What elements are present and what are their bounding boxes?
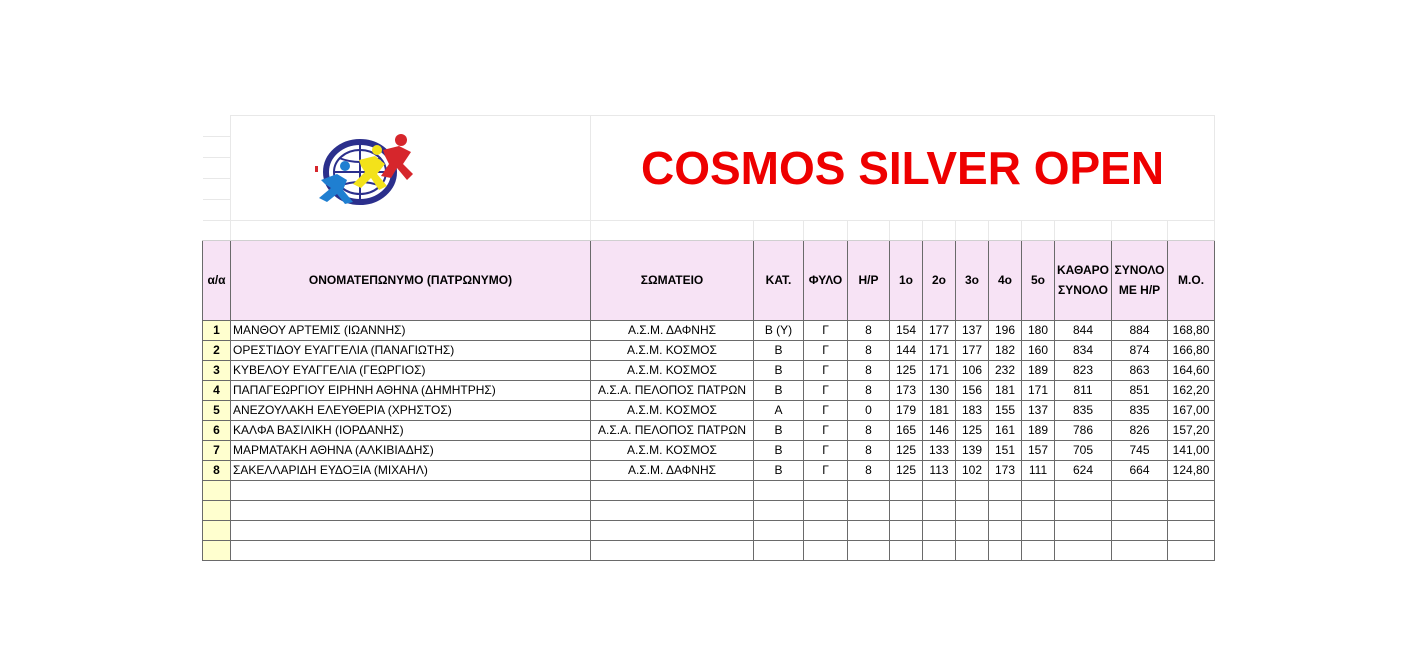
table-row <box>203 440 1215 460</box>
row-name[interactable]: ΟΡΕΣΤΙΔΟΥ ΕΥΑΓΓΕΛΙΑ (ΠΑΝΑΓΙΩΤΗΣ) <box>231 340 591 360</box>
sheet-cell[interactable] <box>956 540 989 560</box>
row-net-total[interactable]: 823 <box>1055 360 1112 380</box>
sheet-cell[interactable] <box>848 540 890 560</box>
sheet-cell[interactable] <box>1022 520 1055 540</box>
row-name[interactable]: ΠΑΠΑΓΕΩΡΓΙΟΥ ΕΙΡΗΝΗ ΑΘΗΝΑ (ΔΗΜΗΤΡΗΣ) <box>231 380 591 400</box>
column-header-club[interactable]: ΣΩΜΑΤΕΙΟ <box>591 240 754 320</box>
empty-row <box>203 520 1215 540</box>
sheet-cell[interactable] <box>804 220 848 240</box>
row-average[interactable]: 141,00 <box>1168 440 1215 460</box>
row-sex[interactable]: Γ <box>804 340 848 360</box>
sheet-cell[interactable] <box>203 480 231 500</box>
row-number[interactable]: 6 <box>203 420 231 440</box>
sheet-cell[interactable] <box>754 480 804 500</box>
sheet-cell[interactable] <box>1055 220 1112 240</box>
row-game-5[interactable]: 189 <box>1022 360 1055 380</box>
row-club[interactable]: Α.Σ.Μ. ΚΟΣΜΟΣ <box>591 400 754 420</box>
sheet-cell[interactable] <box>1022 220 1055 240</box>
empty-row <box>203 480 1215 500</box>
row-number[interactable]: 7 <box>203 440 231 460</box>
row-category[interactable]: Β <box>754 340 804 360</box>
sheet-cell[interactable] <box>989 220 1022 240</box>
sheet-cell[interactable] <box>754 520 804 540</box>
row-club[interactable]: Α.Σ.Μ. ΚΟΣΜΟΣ <box>591 440 754 460</box>
row-game-1[interactable]: 165 <box>890 420 923 440</box>
row-game-5[interactable]: 111 <box>1022 460 1055 480</box>
row-game-2[interactable]: 130 <box>923 380 956 400</box>
row-game-2[interactable]: 133 <box>923 440 956 460</box>
row-handicap[interactable]: 8 <box>848 420 890 440</box>
row-sex[interactable]: Γ <box>804 420 848 440</box>
sheet-cell[interactable] <box>203 220 231 240</box>
sheet-cell[interactable] <box>1168 500 1215 520</box>
row-game-3[interactable]: 139 <box>956 440 989 460</box>
row-game-3[interactable]: 125 <box>956 420 989 440</box>
row-game-4[interactable]: 232 <box>989 360 1022 380</box>
row-total-with-handicap[interactable]: 874 <box>1112 340 1168 360</box>
sheet-cell[interactable] <box>1022 500 1055 520</box>
logo-cell <box>231 116 591 221</box>
sheet-cell[interactable] <box>1112 480 1168 500</box>
column-header-name[interactable]: ΟΝΟΜΑΤΕΠΩΝΥΜΟ (ΠΑΤΡΩΝΥΜΟ) <box>231 240 591 320</box>
sheet-cell[interactable] <box>203 178 231 199</box>
sheet-cell[interactable] <box>591 520 754 540</box>
sheet-cell[interactable] <box>203 157 231 178</box>
row-handicap[interactable]: 8 <box>848 380 890 400</box>
row-average[interactable]: 157,20 <box>1168 420 1215 440</box>
sheet-cell[interactable] <box>804 480 848 500</box>
row-net-total[interactable]: 624 <box>1055 460 1112 480</box>
column-header-game-3[interactable]: 3ο <box>956 240 989 320</box>
row-net-total[interactable]: 705 <box>1055 440 1112 460</box>
row-number[interactable]: 1 <box>203 320 231 340</box>
row-game-1[interactable]: 144 <box>890 340 923 360</box>
row-game-2[interactable]: 177 <box>923 320 956 340</box>
sheet-cell[interactable] <box>989 540 1022 560</box>
row-game-5[interactable]: 137 <box>1022 400 1055 420</box>
empty-row <box>203 540 1215 560</box>
row-category[interactable]: Β <box>754 360 804 380</box>
row-game-4[interactable]: 155 <box>989 400 1022 420</box>
empty-row <box>203 500 1215 520</box>
row-game-1[interactable]: 125 <box>890 460 923 480</box>
column-header-category[interactable]: ΚΑΤ. <box>754 240 804 320</box>
table-row <box>203 460 1215 480</box>
row-sex[interactable]: Γ <box>804 320 848 340</box>
row-handicap[interactable]: 8 <box>848 440 890 460</box>
sheet-cell[interactable] <box>923 500 956 520</box>
sheet-cell[interactable] <box>890 500 923 520</box>
column-header-game-2[interactable]: 2ο <box>923 240 956 320</box>
row-handicap[interactable]: 8 <box>848 340 890 360</box>
row-sex[interactable]: Γ <box>804 440 848 460</box>
sheet-cell[interactable] <box>203 520 231 540</box>
row-game-3[interactable]: 156 <box>956 380 989 400</box>
row-sex[interactable]: Γ <box>804 460 848 480</box>
row-average[interactable]: 124,80 <box>1168 460 1215 480</box>
row-club[interactable]: Α.Σ.Α. ΠΕΛΟΠΟΣ ΠΑΤΡΩΝ <box>591 420 754 440</box>
row-game-2[interactable]: 181 <box>923 400 956 420</box>
row-total-with-handicap[interactable]: 664 <box>1112 460 1168 480</box>
row-game-3[interactable]: 106 <box>956 360 989 380</box>
sheet-cell[interactable] <box>754 540 804 560</box>
row-category[interactable]: Β <box>754 380 804 400</box>
row-club[interactable]: Α.Σ.Μ. ΔΑΦΝΗΣ <box>591 320 754 340</box>
sheet-cell[interactable] <box>1168 220 1215 240</box>
column-header-game-4[interactable]: 4ο <box>989 240 1022 320</box>
sheet-cell[interactable] <box>956 500 989 520</box>
table-row <box>203 360 1215 380</box>
sheet-cell[interactable] <box>231 540 591 560</box>
row-game-2[interactable]: 146 <box>923 420 956 440</box>
column-header-row <box>203 240 1215 320</box>
table-row <box>203 420 1215 440</box>
row-handicap[interactable]: 0 <box>848 400 890 420</box>
row-club[interactable]: Α.Σ.Μ. ΔΑΦΝΗΣ <box>591 460 754 480</box>
sheet-cell[interactable] <box>989 480 1022 500</box>
sheet-cell[interactable] <box>956 480 989 500</box>
sheet-cell[interactable] <box>203 500 231 520</box>
sheet-cell[interactable] <box>890 540 923 560</box>
row-number[interactable]: 4 <box>203 380 231 400</box>
sheet-cell[interactable] <box>923 520 956 540</box>
sheet-cell[interactable] <box>591 220 754 240</box>
row-number[interactable]: 8 <box>203 460 231 480</box>
row-category[interactable]: Β <box>754 420 804 440</box>
sheet-cell[interactable] <box>231 520 591 540</box>
sheet-cell[interactable] <box>231 220 591 240</box>
row-game-3[interactable]: 177 <box>956 340 989 360</box>
column-header-game-1[interactable]: 1ο <box>890 240 923 320</box>
row-category[interactable]: Β <box>754 440 804 460</box>
row-game-4[interactable]: 181 <box>989 380 1022 400</box>
sheet-cell[interactable] <box>848 520 890 540</box>
sheet-cell[interactable] <box>231 480 591 500</box>
table-row <box>203 320 1215 340</box>
row-number[interactable]: 3 <box>203 360 231 380</box>
sheet-cell[interactable] <box>923 480 956 500</box>
row-game-4[interactable]: 196 <box>989 320 1022 340</box>
sheet-cell[interactable] <box>848 500 890 520</box>
row-sex[interactable]: Γ <box>804 400 848 420</box>
row-handicap[interactable]: 8 <box>848 320 890 340</box>
sheet-cell[interactable] <box>1022 540 1055 560</box>
sheet-cell[interactable] <box>203 116 231 137</box>
sheet-cell[interactable] <box>1022 480 1055 500</box>
row-game-3[interactable]: 183 <box>956 400 989 420</box>
sheet-cell[interactable] <box>956 520 989 540</box>
results-table <box>202 115 1215 561</box>
row-category[interactable]: Α <box>754 400 804 420</box>
row-game-1[interactable]: 125 <box>890 360 923 380</box>
column-header-net-total[interactable]: ΚΑΘΑΡΟ ΣΥΝΟΛΟ <box>1055 240 1112 320</box>
row-handicap[interactable]: 8 <box>848 460 890 480</box>
sheet-cell[interactable] <box>203 136 231 157</box>
row-name[interactable]: ΣΑΚΕΛΛΑΡΙΔΗ ΕΥΔΟΞΙΑ (ΜΙΧΑΗΛ) <box>231 460 591 480</box>
sheet-cell[interactable] <box>989 500 1022 520</box>
sheet-cell[interactable] <box>890 220 923 240</box>
row-game-1[interactable]: 125 <box>890 440 923 460</box>
sheet-cell[interactable] <box>591 500 754 520</box>
row-category[interactable]: Β (Υ) <box>754 320 804 340</box>
row-net-total[interactable]: 786 <box>1055 420 1112 440</box>
sheet-cell[interactable] <box>591 480 754 500</box>
sheet-cell[interactable] <box>203 199 231 220</box>
row-sex[interactable]: Γ <box>804 380 848 400</box>
table-row <box>203 400 1215 420</box>
sheet-cell[interactable] <box>804 540 848 560</box>
row-game-5[interactable]: 157 <box>1022 440 1055 460</box>
sheet-cell[interactable] <box>231 500 591 520</box>
row-game-5[interactable]: 180 <box>1022 320 1055 340</box>
row-game-5[interactable]: 189 <box>1022 420 1055 440</box>
row-game-4[interactable]: 151 <box>989 440 1022 460</box>
row-name[interactable]: ΚΥΒΕΛΟΥ ΕΥΑΓΓΕΛΙΑ (ΓΕΩΡΓΙΟΣ) <box>231 360 591 380</box>
sheet-cell[interactable] <box>1112 520 1168 540</box>
sheet-cell[interactable] <box>923 540 956 560</box>
sheet-cell[interactable] <box>848 480 890 500</box>
column-header-aa[interactable]: α/α <box>203 240 231 320</box>
sheet-cell[interactable] <box>754 220 804 240</box>
row-game-3[interactable]: 137 <box>956 320 989 340</box>
sheet-cell[interactable] <box>1055 520 1112 540</box>
sheet-cell[interactable] <box>848 220 890 240</box>
row-total-with-handicap[interactable]: 745 <box>1112 440 1168 460</box>
row-game-2[interactable]: 171 <box>923 360 956 380</box>
row-name[interactable]: ΜΑΡΜΑΤΑΚΗ ΑΘΗΝΑ (ΑΛΚΙΒΙΑΔΗΣ) <box>231 440 591 460</box>
row-total-with-handicap[interactable]: 884 <box>1112 320 1168 340</box>
row-total-with-handicap[interactable]: 851 <box>1112 380 1168 400</box>
row-average[interactable]: 167,00 <box>1168 400 1215 420</box>
row-game-2[interactable]: 113 <box>923 460 956 480</box>
sheet-cell[interactable] <box>1112 540 1168 560</box>
row-number[interactable]: 5 <box>203 400 231 420</box>
table-row <box>203 380 1215 400</box>
row-category[interactable]: Β <box>754 460 804 480</box>
sheet-cell[interactable] <box>890 520 923 540</box>
sheet-cell[interactable] <box>890 480 923 500</box>
sheet-cell[interactable] <box>956 220 989 240</box>
sheet-cell[interactable] <box>1168 520 1215 540</box>
column-header-game-5[interactable]: 5ο <box>1022 240 1055 320</box>
row-net-total[interactable]: 844 <box>1055 320 1112 340</box>
row-game-1[interactable]: 173 <box>890 380 923 400</box>
row-game-2[interactable]: 171 <box>923 340 956 360</box>
sheet-cell[interactable] <box>1168 540 1215 560</box>
cosmos-logo-icon <box>315 130 419 214</box>
results-sheet <box>202 115 1214 561</box>
row-name[interactable]: ΜΑΝΘΟΥ ΑΡΤΕΜΙΣ (ΙΩΑΝΝΗΣ) <box>231 320 591 340</box>
sheet-cell[interactable] <box>1055 500 1112 520</box>
row-net-total[interactable]: 834 <box>1055 340 1112 360</box>
row-number[interactable]: 2 <box>203 340 231 360</box>
sheet-cell[interactable] <box>754 500 804 520</box>
sheet-cell[interactable] <box>1112 220 1168 240</box>
row-total-with-handicap[interactable]: 863 <box>1112 360 1168 380</box>
column-header-total-with-handicap[interactable]: ΣΥΝΟΛΟ ΜΕ Η/Ρ <box>1112 240 1168 320</box>
row-club[interactable]: Α.Σ.Μ. ΚΟΣΜΟΣ <box>591 340 754 360</box>
sheet-cell[interactable] <box>203 540 231 560</box>
sheet-cell[interactable] <box>1055 540 1112 560</box>
sheet-cell[interactable] <box>1168 480 1215 500</box>
row-net-total[interactable]: 835 <box>1055 400 1112 420</box>
row-average[interactable]: 166,80 <box>1168 340 1215 360</box>
row-average[interactable]: 164,60 <box>1168 360 1215 380</box>
sheet-cell[interactable] <box>591 540 754 560</box>
row-game-5[interactable]: 160 <box>1022 340 1055 360</box>
row-game-3[interactable]: 102 <box>956 460 989 480</box>
column-header-average[interactable]: Μ.Ο. <box>1168 240 1215 320</box>
sheet-cell[interactable] <box>989 520 1022 540</box>
row-game-5[interactable]: 171 <box>1022 380 1055 400</box>
sheet-cell[interactable] <box>1055 480 1112 500</box>
row-game-1[interactable]: 154 <box>890 320 923 340</box>
row-name[interactable]: ΑΝΕΖΟΥΛΑΚΗ ΕΛΕΥΘΕΡΙΑ (ΧΡΗΣΤΟΣ) <box>231 400 591 420</box>
row-handicap[interactable]: 8 <box>848 360 890 380</box>
sheet-cell[interactable] <box>804 500 848 520</box>
row-total-with-handicap[interactable]: 826 <box>1112 420 1168 440</box>
row-game-1[interactable]: 179 <box>890 400 923 420</box>
column-header-handicap[interactable]: Η/Ρ <box>848 240 890 320</box>
page-title: COSMOS SILVER OPEN <box>640 141 1165 194</box>
row-club[interactable]: Α.Σ.Μ. ΚΟΣΜΟΣ <box>591 360 754 380</box>
column-header-sex[interactable]: ΦΥΛΟ <box>804 240 848 320</box>
row-average[interactable]: 168,80 <box>1168 320 1215 340</box>
row-net-total[interactable]: 811 <box>1055 380 1112 400</box>
row-game-4[interactable]: 173 <box>989 460 1022 480</box>
row-name[interactable]: ΚΑΛΦΑ ΒΑΣΙΛΙΚΗ (ΙΟΡΔΑΝΗΣ) <box>231 420 591 440</box>
row-total-with-handicap[interactable]: 835 <box>1112 400 1168 420</box>
row-club[interactable]: Α.Σ.Α. ΠΕΛΟΠΟΣ ΠΑΤΡΩΝ <box>591 380 754 400</box>
row-game-4[interactable]: 182 <box>989 340 1022 360</box>
title-cell <box>591 116 1215 221</box>
row-game-4[interactable]: 161 <box>989 420 1022 440</box>
row-average[interactable]: 162,20 <box>1168 380 1215 400</box>
sheet-cell[interactable] <box>923 220 956 240</box>
table-row <box>203 340 1215 360</box>
sheet-cell[interactable] <box>1112 500 1168 520</box>
row-sex[interactable]: Γ <box>804 360 848 380</box>
sheet-cell[interactable] <box>804 520 848 540</box>
